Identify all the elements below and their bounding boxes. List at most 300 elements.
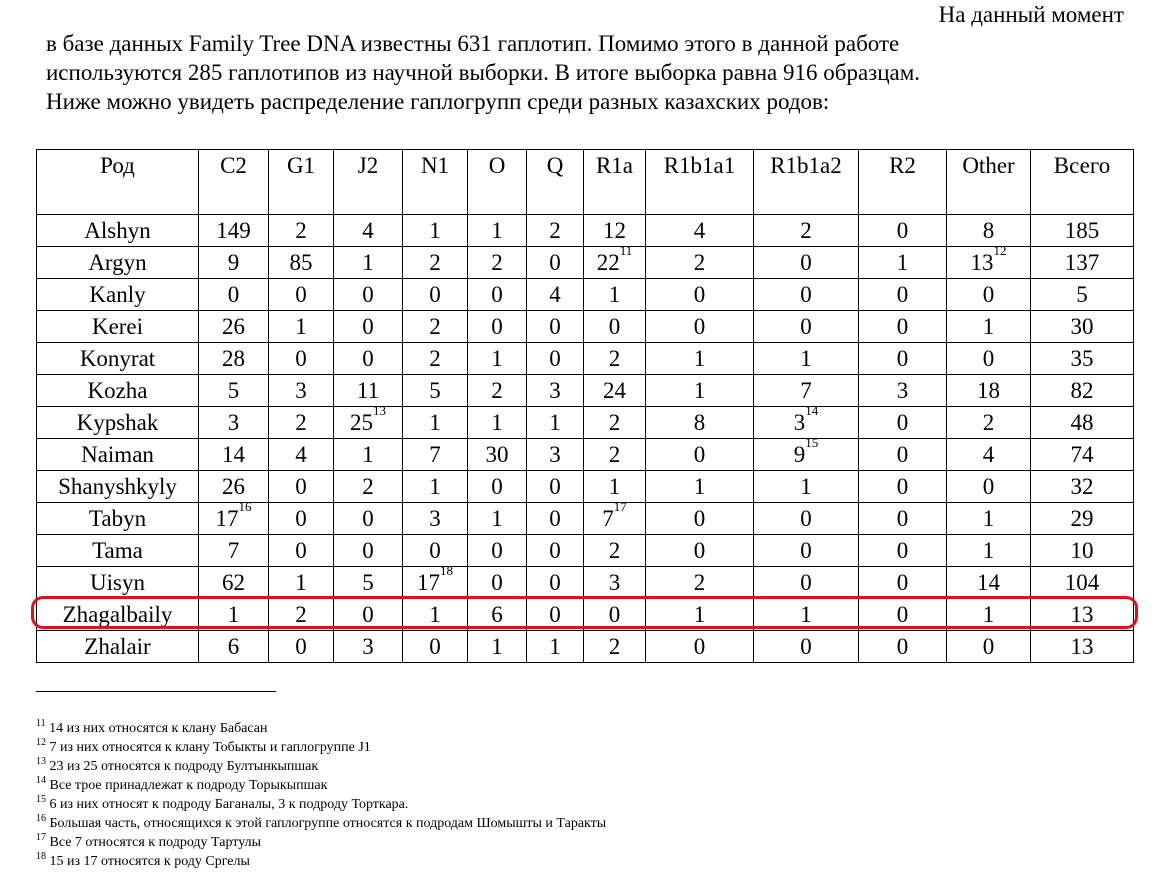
- cell-value: 0: [491, 314, 503, 339]
- cell-value: 0: [549, 602, 561, 627]
- cell-value: 0: [549, 314, 561, 339]
- footnote-number: 13: [36, 756, 46, 767]
- clan-name: Tama: [37, 535, 199, 567]
- footnote: [36, 852, 606, 871]
- cell-value: 0: [800, 282, 812, 307]
- cell-value: 17: [417, 570, 440, 595]
- intro-line-1: На данный момент: [938, 2, 1124, 27]
- table-cell: [754, 471, 859, 503]
- cell-value: 0: [362, 346, 374, 371]
- cell-value: 1: [295, 570, 307, 595]
- cell-value: 3: [295, 378, 307, 403]
- table-cell: [334, 403, 403, 439]
- cell-value: 0: [295, 474, 307, 499]
- table-cell: [468, 407, 527, 439]
- cell-value: 2: [295, 410, 307, 435]
- cell-value: 14: [222, 442, 245, 467]
- table-cell: [199, 311, 269, 343]
- intro-line-4: Ниже можно увидеть распределение гаплогрупп среди разных казахских родов:: [46, 89, 830, 114]
- cell-value: 0: [549, 474, 561, 499]
- table-cell: [646, 311, 754, 343]
- table-cell: [754, 343, 859, 375]
- table-cell: [334, 343, 403, 375]
- clan-name: Uisyn: [37, 567, 199, 599]
- table-cell: [403, 471, 468, 503]
- clan-name: Kypshak: [37, 407, 199, 439]
- footnote: [36, 833, 606, 852]
- table-cell: [947, 471, 1031, 503]
- table-cell: [468, 567, 527, 599]
- table-cell: [527, 407, 584, 439]
- cell-value: 2: [800, 218, 812, 243]
- table-cell: [859, 503, 947, 535]
- cell-value: 1: [491, 410, 503, 435]
- table-cell: [584, 343, 646, 375]
- table-cell: [468, 375, 527, 407]
- column-header: G1: [269, 150, 334, 215]
- cell-value: 25: [350, 410, 373, 435]
- table-cell: [403, 247, 468, 279]
- cell-value: 0: [429, 634, 441, 659]
- table-cell: [269, 343, 334, 375]
- cell-value: 0: [549, 506, 561, 531]
- cell-value: 14: [977, 570, 1000, 595]
- table-cell: [584, 471, 646, 503]
- cell-value: 1: [362, 442, 374, 467]
- cell-value: 1: [608, 282, 621, 307]
- table-cell: [269, 375, 334, 407]
- footnote-text: Все трое принадлежат к подроду Торыкыпшак: [49, 778, 328, 793]
- table-cell: [646, 503, 754, 535]
- table-cell: [403, 279, 468, 311]
- table-cell: [468, 247, 527, 279]
- table-cell: [646, 535, 754, 567]
- table-cell: [527, 471, 584, 503]
- cell-value: 1: [982, 538, 995, 563]
- cell-value: 13: [970, 250, 994, 275]
- cell-value: 0: [429, 282, 441, 307]
- clan-name: Kerei: [37, 311, 199, 343]
- cell-value: 7: [227, 538, 240, 563]
- cell-value: 4: [693, 218, 706, 243]
- table-row: [37, 247, 1134, 279]
- table-cell: [468, 279, 527, 311]
- table-cell: [859, 343, 947, 375]
- cell-value: 0: [549, 538, 561, 563]
- clan-name: Zhagalbaily: [37, 599, 199, 631]
- table-cell: [859, 631, 947, 663]
- cell-value: 0: [982, 634, 995, 659]
- cell-value: 0: [491, 474, 503, 499]
- table-cell: [199, 439, 269, 471]
- table-cell: [947, 407, 1031, 439]
- cell-value: 1: [491, 506, 503, 531]
- column-header: R2: [859, 150, 947, 215]
- footnote: [36, 795, 606, 814]
- table-cell: [646, 567, 754, 599]
- table-cell: [403, 311, 468, 343]
- footnote-text: Большая часть, относящихся к этой гаплогруппе относятся к подродам Шомышты и Таракты: [49, 816, 607, 831]
- cell-value: 0: [295, 346, 307, 371]
- cell-value: 0: [362, 314, 374, 339]
- cell-value: 2: [693, 250, 706, 275]
- column-header: R1a: [584, 150, 646, 215]
- footnote: [36, 757, 606, 776]
- table-cell: [859, 535, 947, 567]
- table-cell: [754, 375, 859, 407]
- cell-value: 0: [896, 634, 909, 659]
- cell-value: 1: [429, 474, 441, 499]
- cell-value: 6: [227, 634, 240, 659]
- clan-name: Argyn: [37, 247, 199, 279]
- table-cell: [403, 343, 468, 375]
- cell-value: 2: [693, 570, 706, 595]
- cell-value: 149: [216, 218, 251, 243]
- table-cell: [468, 535, 527, 567]
- table-cell: [527, 279, 584, 311]
- table-cell: [403, 407, 468, 439]
- cell-value: 0: [693, 634, 706, 659]
- cell-value: 4: [362, 218, 374, 243]
- table-cell: [334, 567, 403, 599]
- table-cell: [1031, 311, 1134, 343]
- clan-name: Zhalair: [37, 631, 199, 663]
- cell-value: 1: [362, 250, 374, 275]
- table-cell: [947, 631, 1031, 663]
- table-cell: [403, 535, 468, 567]
- cell-value: 2: [608, 442, 621, 467]
- cell-value: 137: [1064, 250, 1100, 275]
- cell-value: 4: [295, 442, 307, 467]
- table-cell: [199, 631, 269, 663]
- footnote-text: 15 из 17 относятся к роду Сргелы: [49, 854, 250, 869]
- haplogroup-table: [36, 149, 1134, 663]
- table-cell: [468, 215, 527, 247]
- cell-value: 2: [608, 410, 621, 435]
- table-cell: [527, 343, 584, 375]
- cell-value: 0: [693, 538, 706, 563]
- cell-value: 0: [896, 474, 909, 499]
- column-header: O: [468, 150, 527, 215]
- cell-value: 17: [215, 506, 239, 531]
- cell-value: 7: [800, 378, 812, 403]
- table-cell: [468, 503, 527, 535]
- footnote-number: 17: [36, 832, 46, 843]
- cell-value: 9: [227, 250, 240, 275]
- table-cell: [269, 471, 334, 503]
- table-cell: [334, 535, 403, 567]
- clan-name: Shanyshkyly: [37, 471, 199, 503]
- footnote-marker: 11: [619, 243, 633, 258]
- cell-value: 1: [429, 218, 441, 243]
- table-cell: [584, 407, 646, 439]
- table-cell: [859, 215, 947, 247]
- cell-value: 0: [896, 410, 909, 435]
- table-cell: [646, 439, 754, 471]
- column-header: Q: [527, 150, 584, 215]
- table-cell: [1031, 471, 1134, 503]
- cell-value: 0: [982, 282, 995, 307]
- cell-value: 3: [793, 410, 806, 435]
- table-cell: [754, 535, 859, 567]
- cell-value: 1: [982, 506, 995, 531]
- cell-value: 0: [800, 506, 812, 531]
- table-cell: [584, 439, 646, 471]
- table-cell: [527, 375, 584, 407]
- table-cell: [646, 279, 754, 311]
- cell-value: 7: [429, 442, 441, 467]
- cell-value: 1: [608, 474, 621, 499]
- table-cell: [403, 563, 468, 599]
- cell-value: 12: [603, 218, 626, 243]
- cell-value: 24: [603, 378, 626, 403]
- cell-value: 1: [896, 250, 909, 275]
- table-cell: [584, 375, 646, 407]
- cell-value: 2: [608, 538, 621, 563]
- footnote-number: 14: [36, 775, 46, 786]
- footnote-text: 23 из 25 относятся к подроду Бултынкыпшак: [49, 759, 319, 774]
- cell-value: 2: [429, 250, 441, 275]
- cell-value: 9: [793, 442, 806, 467]
- cell-value: 62: [222, 570, 245, 595]
- table-cell: [947, 215, 1031, 247]
- cell-value: 35: [1070, 346, 1094, 371]
- table-cell: [199, 247, 269, 279]
- table-cell: [754, 567, 859, 599]
- cell-value: 0: [896, 218, 909, 243]
- cell-value: 2: [429, 346, 441, 371]
- cell-value: 104: [1064, 570, 1100, 595]
- table-cell: [947, 567, 1031, 599]
- table-cell: [646, 631, 754, 663]
- cell-value: 1: [295, 314, 307, 339]
- table-cell: [269, 631, 334, 663]
- cell-value: 0: [896, 314, 909, 339]
- cell-value: 2: [429, 314, 441, 339]
- table-cell: [947, 343, 1031, 375]
- cell-value: 5: [429, 378, 441, 403]
- cell-value: 0: [491, 570, 503, 595]
- table-cell: [859, 375, 947, 407]
- footnote-marker: 18: [440, 563, 453, 578]
- cell-value: 2: [491, 378, 503, 403]
- footnote-text: 6 из них относят к подроду Баганалы, 3 к подроду Торткара.: [49, 797, 409, 812]
- table-row: [37, 215, 1134, 247]
- table-cell: [584, 243, 646, 279]
- cell-value: 4: [982, 442, 995, 467]
- table-cell: [334, 375, 403, 407]
- table-cell: [947, 311, 1031, 343]
- cell-value: 0: [896, 442, 909, 467]
- table-cell: [334, 503, 403, 535]
- table-cell: [468, 471, 527, 503]
- table-cell: [527, 503, 584, 535]
- cell-value: 1: [491, 346, 503, 371]
- column-header: R1b1a1: [646, 150, 754, 215]
- cell-value: 0: [295, 538, 307, 563]
- cell-value: 8: [982, 218, 995, 243]
- table-cell: [584, 567, 646, 599]
- table-cell: [646, 343, 754, 375]
- cell-value: 1: [800, 346, 812, 371]
- cell-value: 0: [362, 506, 374, 531]
- table-cell: [269, 279, 334, 311]
- footnote-text: 7 из них относятся к клану Тобыкты и гаплогруппе J1: [49, 740, 371, 755]
- cell-value: 0: [693, 314, 706, 339]
- table-cell: [859, 439, 947, 471]
- table-cell: [754, 247, 859, 279]
- cell-value: 1: [549, 634, 561, 659]
- cell-value: 8: [693, 410, 706, 435]
- footnote-text: 14 из них относятся к клану Бабасан: [49, 721, 268, 736]
- cell-value: 0: [362, 282, 374, 307]
- table-row: [37, 343, 1134, 375]
- cell-value: 0: [982, 346, 995, 371]
- table-cell: [468, 311, 527, 343]
- cell-value: 0: [491, 282, 503, 307]
- table-cell: [947, 279, 1031, 311]
- table-cell: [947, 375, 1031, 407]
- table-header-row: [37, 150, 1134, 215]
- table-cell: [199, 279, 269, 311]
- table-cell: [527, 215, 584, 247]
- clan-name: Alshyn: [37, 215, 199, 247]
- footnote-number: 11: [36, 718, 46, 729]
- table-cell: [754, 279, 859, 311]
- footnote-marker: 12: [993, 243, 1007, 258]
- cell-value: 1: [982, 314, 995, 339]
- cell-value: 3: [429, 506, 441, 531]
- clan-name: Naiman: [37, 439, 199, 471]
- footnote-number: 18: [36, 851, 46, 862]
- cell-value: 1: [800, 474, 812, 499]
- table-cell: [1031, 375, 1134, 407]
- cell-value: 1: [693, 602, 706, 627]
- cell-value: 0: [295, 282, 307, 307]
- table-cell: [1031, 439, 1134, 471]
- cell-value: 0: [800, 570, 812, 595]
- column-header: Other: [947, 150, 1031, 215]
- cell-value: 2: [608, 634, 621, 659]
- footnote: [36, 719, 606, 738]
- cell-value: 1: [491, 218, 503, 243]
- cell-value: 3: [227, 410, 240, 435]
- cell-value: 2: [491, 250, 503, 275]
- cell-value: 1: [693, 346, 706, 371]
- table-cell: [403, 439, 468, 471]
- footnotes: [36, 719, 606, 871]
- table-cell: [269, 247, 334, 279]
- table-row: [37, 311, 1134, 343]
- cell-value: 13: [1070, 634, 1094, 659]
- cell-value: 29: [1070, 506, 1094, 531]
- cell-value: 2: [362, 474, 374, 499]
- table-cell: [584, 279, 646, 311]
- cell-value: 22: [596, 250, 620, 275]
- footnote-number: 12: [36, 737, 46, 748]
- footnote: [36, 776, 606, 795]
- table-cell: [1031, 279, 1134, 311]
- table-cell: [403, 375, 468, 407]
- table-cell: [754, 215, 859, 247]
- cell-value: 3: [896, 378, 909, 403]
- table-cell: [403, 215, 468, 247]
- table-cell: [1031, 215, 1134, 247]
- table-cell: [754, 403, 859, 439]
- cell-value: 0: [693, 282, 706, 307]
- table-row: [37, 535, 1134, 567]
- table-cell: [269, 439, 334, 471]
- table-row: [37, 631, 1134, 663]
- intro-line-3: используются 285 гаплотипов из научной выборки. В итоге выборка равна 916 образцам.: [46, 60, 921, 85]
- cell-value: 3: [608, 570, 621, 595]
- footnote-marker: 14: [805, 403, 819, 418]
- cell-value: 3: [549, 378, 561, 403]
- column-header: R1b1a2: [754, 150, 859, 215]
- table-cell: [468, 631, 527, 663]
- table-cell: [859, 567, 947, 599]
- cell-value: 0: [491, 538, 503, 563]
- table-cell: [468, 343, 527, 375]
- table-cell: [199, 535, 269, 567]
- cell-value: 0: [549, 346, 561, 371]
- table-cell: [199, 471, 269, 503]
- table-cell: [584, 215, 646, 247]
- footnote-marker: 17: [613, 499, 627, 514]
- cell-value: 2: [549, 218, 561, 243]
- table-cell: [199, 343, 269, 375]
- table-cell: [199, 499, 269, 535]
- cell-value: 30: [485, 442, 509, 467]
- table-cell: [199, 407, 269, 439]
- footnote-text: Все 7 относятся к подроду Тартулы: [49, 835, 261, 850]
- cell-value: 11: [356, 378, 380, 403]
- footnote-separator: [36, 691, 276, 692]
- table-cell: [527, 247, 584, 279]
- cell-value: 10: [1070, 538, 1094, 563]
- cell-value: 0: [896, 602, 909, 627]
- table-cell: [646, 215, 754, 247]
- table-cell: [1031, 631, 1134, 663]
- table-cell: [199, 375, 269, 407]
- cell-value: 28: [222, 346, 245, 371]
- cell-value: 1: [693, 474, 706, 499]
- table-cell: [754, 631, 859, 663]
- table-cell: [468, 439, 527, 471]
- cell-value: 1: [491, 634, 503, 659]
- table-cell: [1031, 567, 1134, 599]
- table-cell: [584, 535, 646, 567]
- table-cell: [199, 215, 269, 247]
- table-cell: [334, 215, 403, 247]
- cell-value: 2: [295, 602, 307, 627]
- cell-value: 0: [896, 506, 909, 531]
- table-row: [37, 407, 1134, 439]
- clan-name: Konyrat: [37, 343, 199, 375]
- footnote: [36, 814, 606, 833]
- table-cell: [527, 631, 584, 663]
- cell-value: 0: [896, 570, 909, 595]
- table-cell: [859, 471, 947, 503]
- cell-value: 4: [549, 282, 561, 307]
- cell-value: 0: [800, 538, 812, 563]
- cell-value: 6: [491, 602, 503, 627]
- cell-value: 18: [977, 378, 1000, 403]
- cell-value: 1: [982, 602, 995, 627]
- table-row: [37, 439, 1134, 471]
- column-header: C2: [199, 150, 269, 215]
- table-cell: [584, 631, 646, 663]
